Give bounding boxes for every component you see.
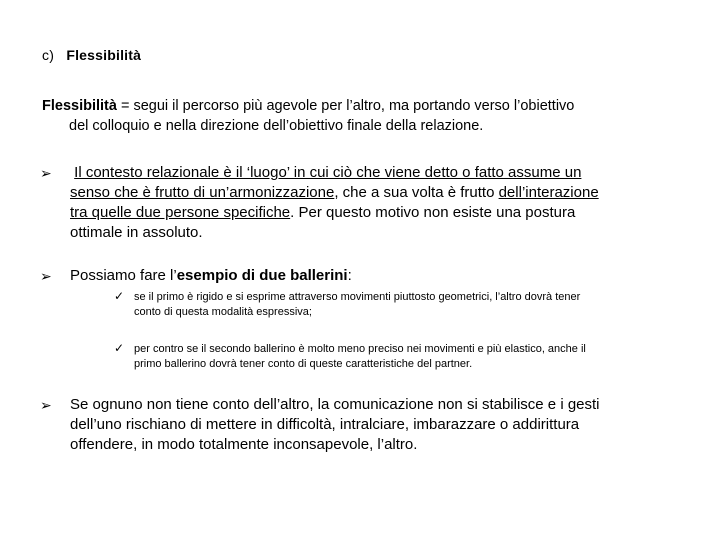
definition-line-2: del colloquio e nella direzione dell’obiettivo finale della relazione. [69, 118, 484, 134]
subitem-rigid-line-2: conto di questa modalità espressiva; [134, 306, 312, 318]
bullet-context-text-4: . Per questo motivo non esiste una postura [290, 204, 576, 221]
bullet-context-underlined-3: dell’interazione [498, 184, 599, 201]
section-heading [42, 47, 141, 63]
subitem-elastic-line-1: per contro se il secondo ballerino è molto meno preciso nei movimenti e più elastico, anche il [134, 343, 586, 355]
subitem-rigid-line-1: se il primo è rigido e si esprime attraverso movimenti piuttosto geometrici, l’altro dovrà tener [134, 291, 581, 303]
bullet-communication-line-2: dell’uno rischiano di mettere in difficoltà, intralciare, imbarazzare o addirittura [70, 416, 580, 433]
bullet-context-text-2: , che a sua volta è frutto [334, 184, 499, 201]
definition-line-1 [42, 96, 682, 116]
bullet-context-underlined-2: senso che è frutto di un’armonizzazione [70, 184, 335, 201]
definition-paragraph [42, 96, 682, 136]
arrow-bullet-icon: ➢ [40, 268, 52, 284]
bullet-context-text [70, 163, 690, 243]
subitem-elastic-line-2: primo ballerino dovrà tener conto di queste caratteristiche del partner. [134, 358, 473, 370]
bullet-dancers-text [70, 266, 690, 286]
checkmark-bullet-icon: ✓ [114, 289, 125, 303]
arrow-bullet-icon: ➢ [40, 397, 52, 413]
definition-term: Flessibilità [42, 98, 117, 114]
heading-label: Flessibilità [66, 47, 142, 63]
checkmark-bullet-icon: ✓ [114, 341, 125, 355]
bullet-context-text-5: ottimale in assoluto. [70, 224, 203, 241]
bullet-context-underlined-4: tra quelle due persone specifiche [70, 204, 291, 221]
bullet-dancers-post: : [347, 267, 352, 284]
bullet-dancers-bold: esempio di due ballerini [176, 267, 348, 284]
bullet-dancers-pre: Possiamo fare l’ [70, 267, 177, 284]
bullet-context-underlined-1: Il contesto relazionale è il ‘luogo’ in cui ciò che viene detto o fatto assume un [74, 164, 582, 181]
arrow-bullet-icon: ➢ [40, 165, 52, 181]
bullet-communication-text [70, 395, 690, 455]
bullet-communication-line-3: offendere, in modo totalmente inconsapevole, l’altro. [70, 436, 418, 453]
definition-text-1: = segui il percorso più agevole per l’altro, ma portando verso l’obiettivo [116, 98, 575, 114]
bullet-communication-line-1: Se ognuno non tiene conto dell’altro, la comunicazione non si stabilisce e i gesti [70, 396, 600, 413]
heading-prefix: c) [42, 47, 55, 63]
